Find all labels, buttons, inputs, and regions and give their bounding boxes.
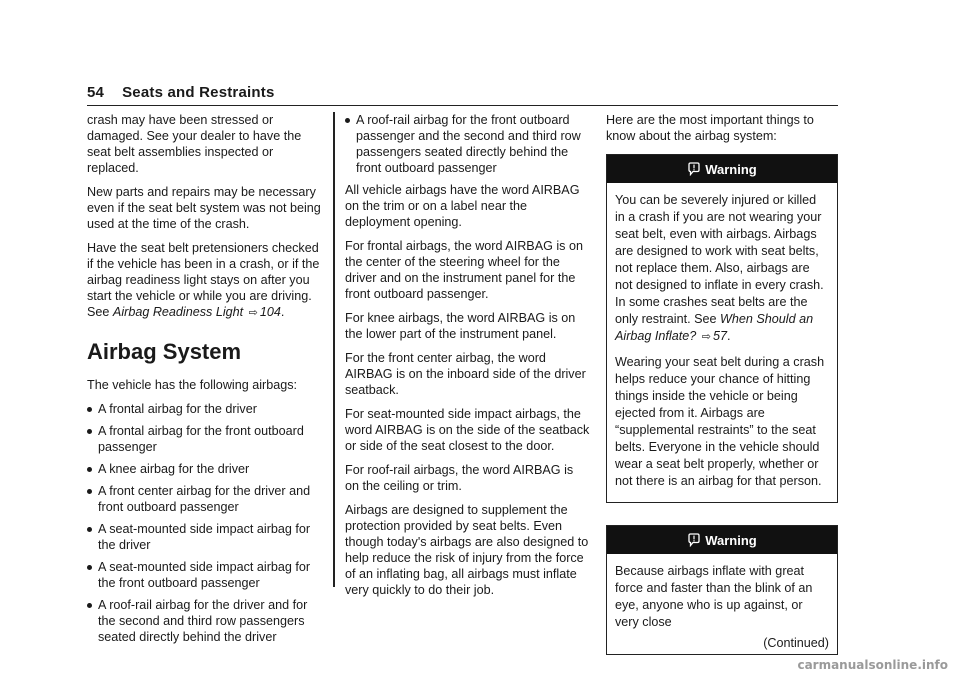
paragraph: For seat-mounted side impact airbags, the word AIRBAG is on the side of the seatback or side of the seat closest to the door. — [345, 407, 590, 453]
list-item: A seat-mounted side impact airbag for the front outboard passenger — [87, 559, 327, 591]
list-item: A frontal airbag for the driver — [87, 401, 327, 417]
paragraph: For frontal airbags, the word AIRBAG is on the center of the steering wheel for the driver and on the instrument panel for the front outboard passenger. — [345, 239, 583, 301]
paragraph: Airbags are designed to supplement the protection provided by seat belts. Even though today's airbags are also designed to help reduce the risk of injury from the force of an inflating bag, all airbags must inflate very quickly to do their job. — [345, 503, 589, 597]
paragraph: crash may have been stressed or damaged. See your dealer to have the seat belt assemblies inspected or replaced. — [87, 113, 302, 175]
list-item: A roof-rail airbag for the driver and for the second and third row passengers seated directly behind the driver — [87, 597, 327, 645]
page-header — [87, 84, 838, 106]
continued-label: (Continued) — [763, 636, 829, 650]
warning-paragraph: Wearing your seat belt during a crash helps reduce your chance of hitting things inside the vehicle or being ejected from it. Airbags are “supplemental restraints” to the seat belts. Everyone in the vehicle should wear a seat belt properly, whether or not there is an airbag for that person. — [615, 355, 825, 488]
paragraph: New parts and repairs may be necessary even if the seat belt system was not being used at the time of the crash. — [87, 185, 321, 231]
warning-body — [607, 554, 837, 654]
list-item: A frontal airbag for the front outboard passenger — [87, 423, 327, 455]
cross-reference-link[interactable]: When Should an Airbag Inflate? ⇨ 57 — [615, 312, 814, 343]
warning-header: Warning — [607, 526, 837, 554]
section-heading: Airbag System — [87, 339, 242, 364]
bullet-icon — [87, 527, 92, 532]
page-number: 54 — [87, 84, 105, 101]
warning-body — [607, 183, 837, 502]
cross-reference-link[interactable]: Airbag Readiness Light ⇨ 104 — [112, 305, 281, 319]
warning-icon — [687, 533, 701, 547]
paragraph: The vehicle has the following airbags: — [87, 378, 298, 392]
airbag-list — [87, 401, 327, 645]
paragraph: All vehicle airbags have the word AIRBAG on the trim or on a label near the deployment opening. — [345, 183, 580, 229]
bullet-icon — [345, 118, 350, 123]
warning-paragraph: You can be severely injured or killed in a crash if you are not wearing your seat belt, even with airbags. Airbags are designed to work with seat belts, not replace them. Also, airbags are not designed to inflate in every crash. In some crashes seat belts are the only restraint. See When Should an Airbag Inflate? ⇨ 57. — [615, 193, 824, 343]
bullet-icon — [87, 407, 92, 412]
list-item: A knee airbag for the driver — [87, 461, 327, 477]
warning-box — [606, 525, 838, 655]
column-right — [606, 112, 838, 655]
list-item: A seat-mounted side impact airbag for the driver — [87, 521, 327, 553]
watermark: carmanualsonline.info — [797, 658, 948, 672]
warning-paragraph: Because airbags inflate with great force and faster than the blink of an eye, anyone who is up against, or very close — [615, 564, 813, 629]
bullet-icon — [87, 467, 92, 472]
paragraph: For the front center airbag, the word AIRBAG is on the inboard side of the driver seatback. — [345, 351, 586, 397]
bullet-icon — [87, 603, 92, 608]
bullet-icon — [87, 429, 92, 434]
section-title: Seats and Restraints — [122, 84, 275, 101]
page-arrow-icon: ⇨ — [701, 331, 711, 343]
bullet-icon — [87, 489, 92, 494]
warning-icon — [687, 162, 701, 176]
page-arrow-icon: ⇨ — [248, 307, 258, 319]
warning-box — [606, 154, 838, 503]
list-item: A front center airbag for the driver and front outboard passenger — [87, 483, 327, 515]
paragraph: Here are the most important things to know about the airbag system: — [606, 113, 814, 143]
paragraph: Have the seat belt pretensioners checked if the vehicle has been in a crash, or if the airbag readiness light stays on after you start the vehicle or while you are driving. See Airbag Readiness Light ⇨ 104. — [87, 241, 320, 319]
list-item: A roof-rail airbag for the front outboard passenger and the second and third row passengers seated directly behind the front outboard passenger — [345, 112, 590, 176]
airbag-list-continued — [345, 112, 590, 176]
column-middle — [345, 112, 590, 606]
column-divider — [333, 112, 335, 587]
paragraph: For roof-rail airbags, the word AIRBAG is on the ceiling or trim. — [345, 463, 574, 493]
paragraph: For knee airbags, the word AIRBAG is on the lower part of the instrument panel. — [345, 311, 576, 341]
warning-header: Warning — [607, 155, 837, 183]
bullet-icon — [87, 565, 92, 570]
column-left — [87, 112, 327, 651]
